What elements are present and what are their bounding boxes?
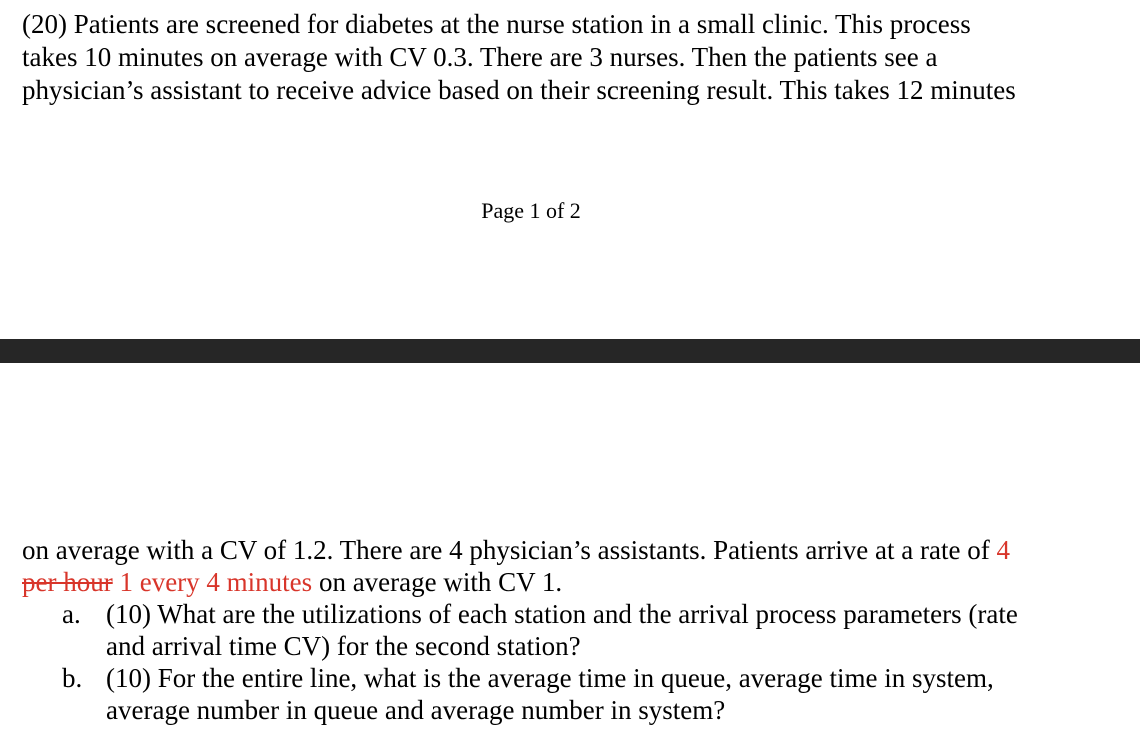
- text-line: physician’s assistant to receive advice based on their screening result. This takes 12 minutes: [22, 75, 1016, 105]
- list-marker: a.: [62, 599, 81, 629]
- inserted-edit-text: 1 every 4 minutes: [112, 567, 313, 597]
- problem-text-page-1: [22, 8, 1122, 107]
- question-item-a: [22, 598, 1132, 662]
- edited-rate-value: 4: [996, 535, 1010, 565]
- problem-text-page-2: [22, 534, 1132, 726]
- text-line: and arrival time CV) for the second station?: [106, 631, 581, 661]
- page-number-footer: Page 1 of 2: [481, 198, 581, 223]
- text-line: (10) What are the utilizations of each station and the arrival process parameters (rate: [106, 599, 1018, 629]
- text-line: (20) Patients are screened for diabetes at the nurse station in a small clinic. This process: [22, 9, 971, 39]
- question-item-b: [22, 662, 1132, 726]
- text-line: average number in queue and average number in system?: [106, 695, 726, 725]
- text-segment: on average with a CV of 1.2. There are 4 physician’s assistants. Patients arrive at a rate of: [22, 535, 997, 565]
- text-segment: on average with CV 1.: [312, 567, 563, 597]
- text-line: takes 10 minutes on average with CV 0.3. There are 3 nurses. Then the patients see a: [22, 42, 938, 72]
- list-marker: b.: [62, 663, 83, 693]
- text-line: (10) For the entire line, what is the average time in queue, average time in system,: [106, 663, 994, 693]
- text-line: [22, 534, 1132, 566]
- struck-edit-text: per hour: [22, 567, 113, 597]
- page-break-divider: [0, 339, 1140, 363]
- text-line: [22, 566, 1132, 598]
